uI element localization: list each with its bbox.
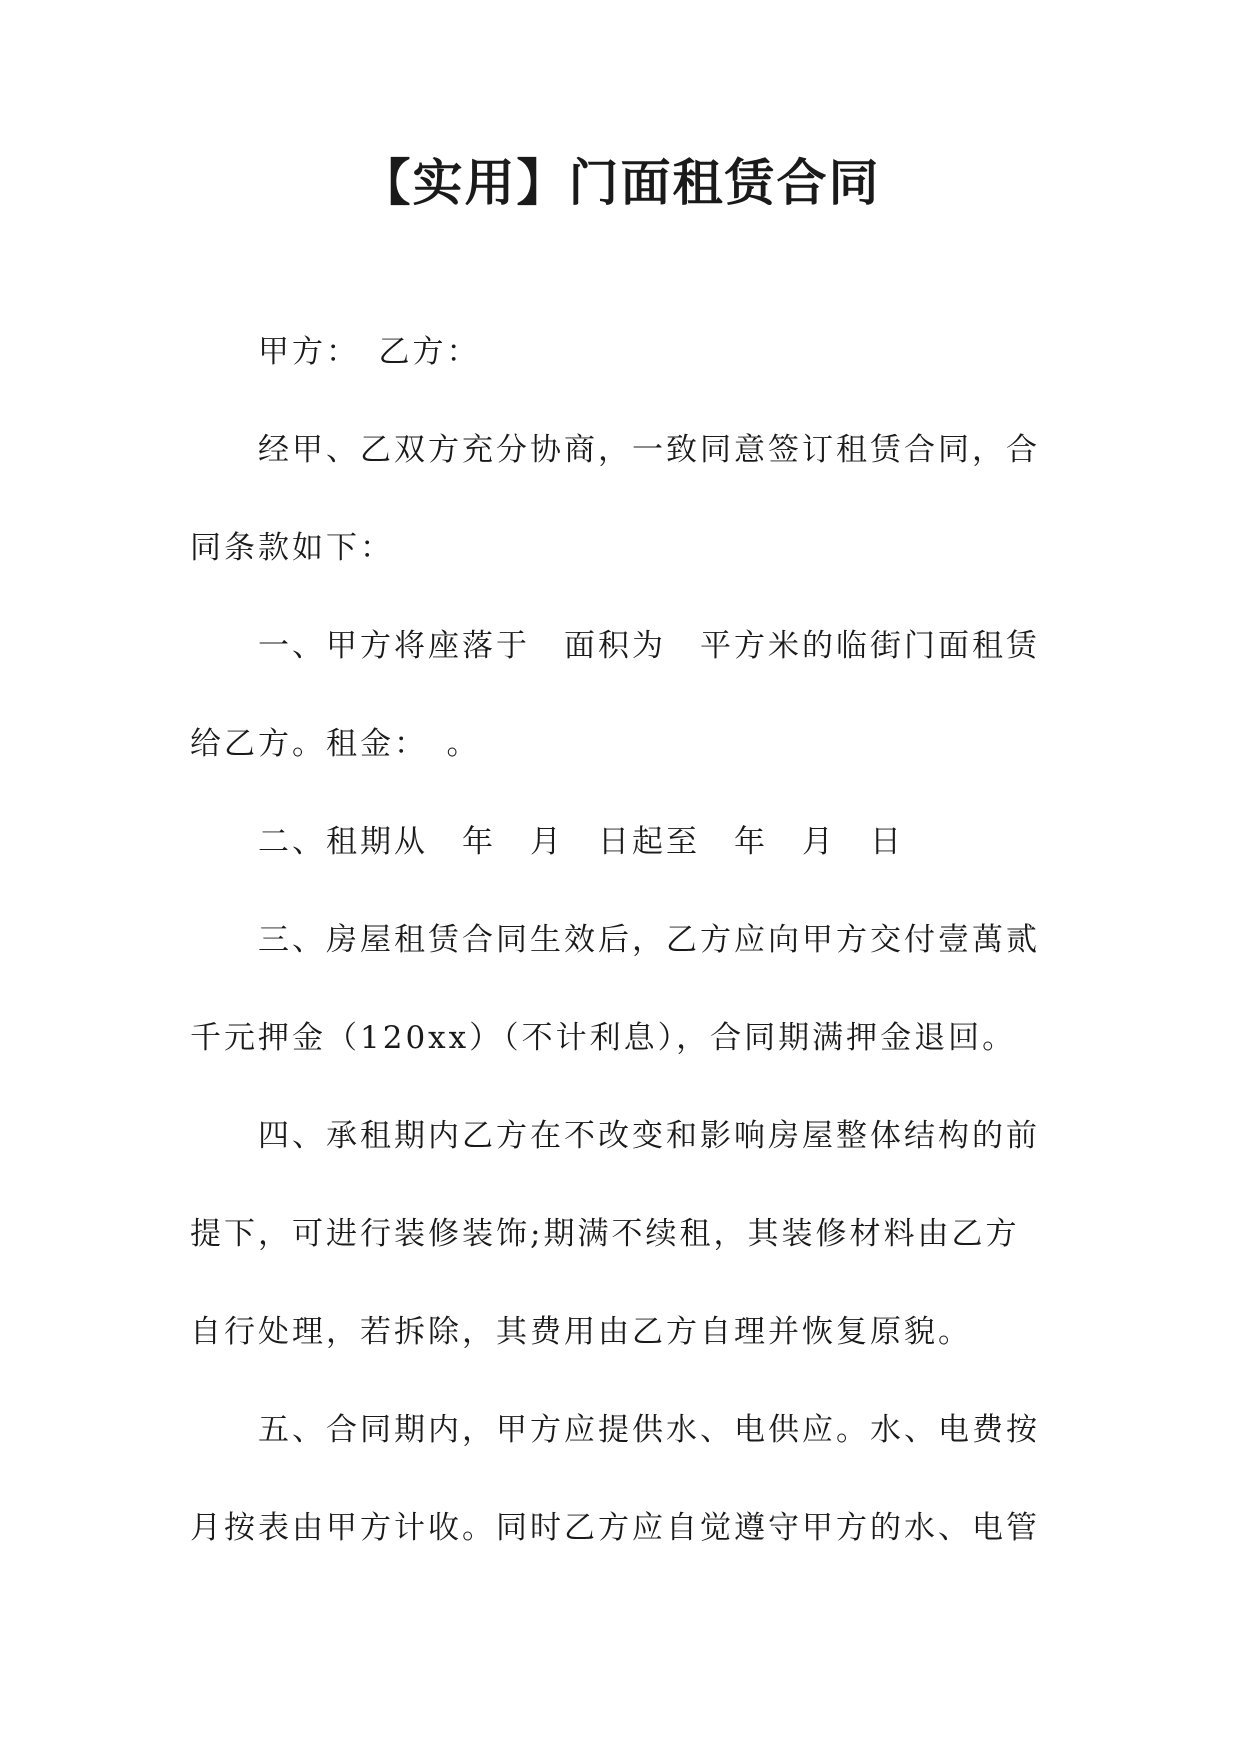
clause-4: 四、承租期内乙方在不改变和影响房屋整体结构的前提下，可进行装修装饰;期满不续租，其装修材料由乙方自行处理，若拆除，其费用由乙方自理并恢复原貌。	[190, 1118, 1040, 1350]
document-title: 【实用】门面租赁合同	[360, 154, 881, 212]
document-body	[190, 303, 1050, 1577]
clause-2: 二、租期从 年 月 日起至 年 月 日	[258, 824, 904, 860]
clause-5: 五、合同期内，甲方应提供水、电供应。水、电费按月按表由甲方计收。同时乙方应自觉遵守甲方的水、电管	[190, 1412, 1040, 1546]
clause-3: 三、房屋租赁合同生效后，乙方应向甲方交付壹萬贰千元押金（120xx）（不计利息），合同期满押金退回。	[190, 922, 1040, 1056]
parties-line: 甲方： 乙方：	[258, 334, 481, 370]
clause-1: 一、甲方将座落于 面积为 平方米的临街门面租赁给乙方。租金： 。	[190, 628, 1040, 762]
intro-paragraph: 经甲、乙双方充分协商，一致同意签订租赁合同，合同条款如下：	[190, 432, 1040, 566]
